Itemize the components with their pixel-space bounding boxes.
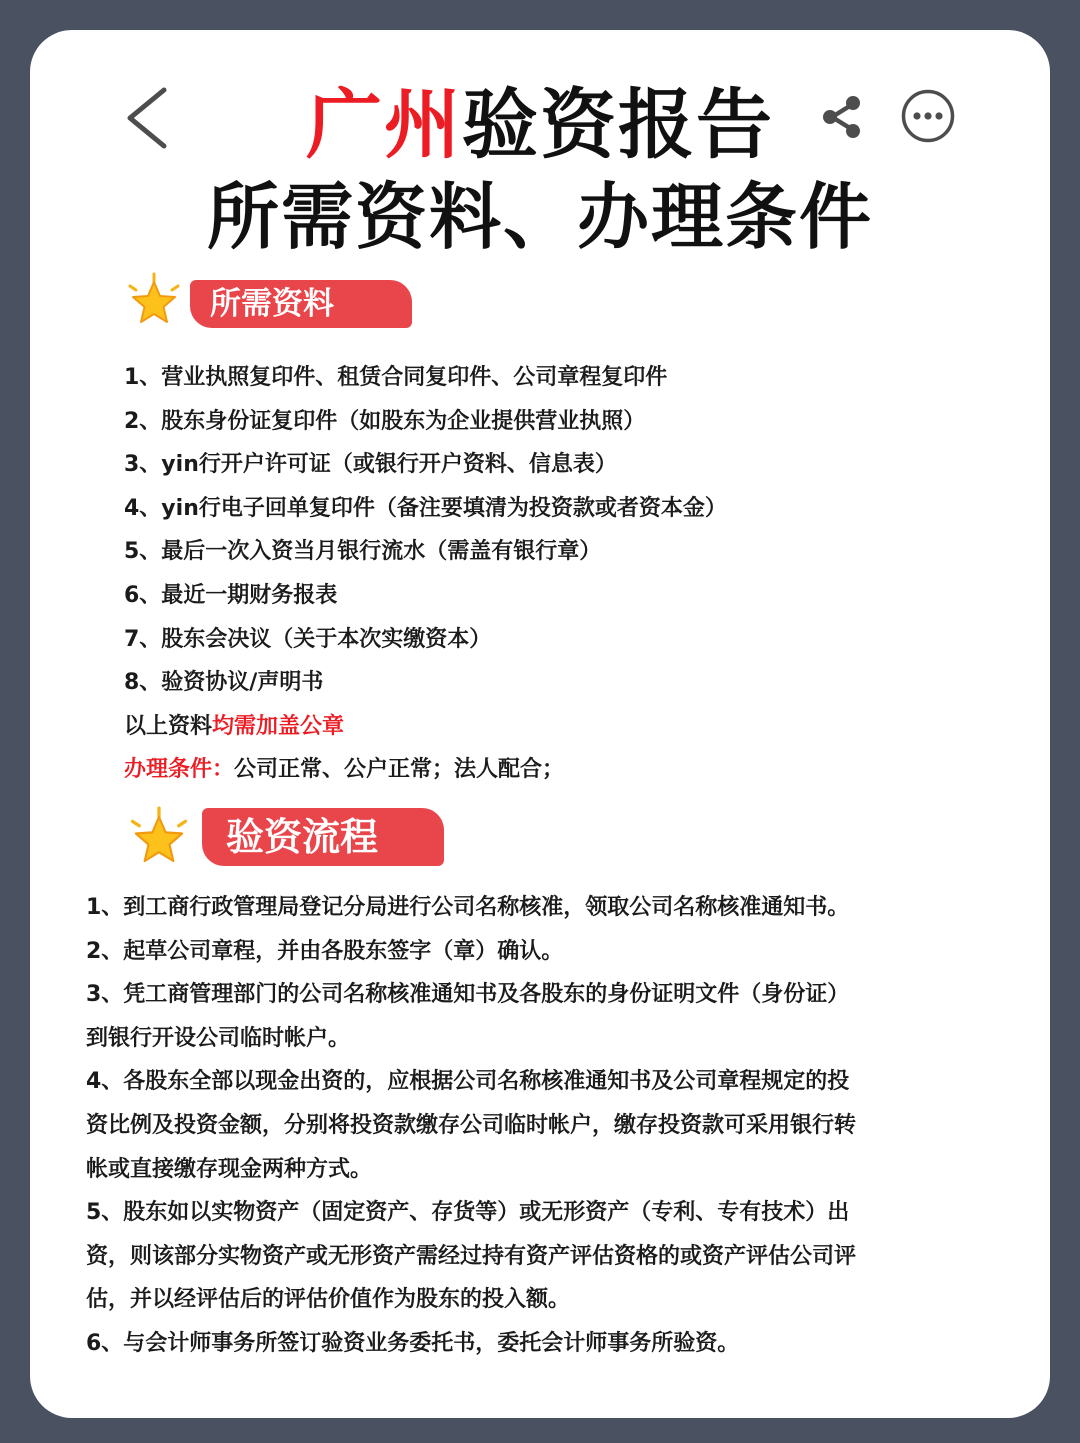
process-line: 帐或直接缴存现金两种方式。 xyxy=(86,1156,373,1182)
process-line: 到银行开设公司临时帐户。 xyxy=(86,1025,351,1051)
list-item: 1、营业执照复印件、租赁合同复印件、公司章程复印件 xyxy=(124,365,668,390)
process-line: 估，并以经评估后的评估价值作为股东的投入额。 xyxy=(86,1287,571,1313)
stamp-note-prefix: 以上资料 xyxy=(124,713,213,739)
list-item: 8、验资协议/声明书 xyxy=(124,670,324,696)
list-item: 6、最近一期财务报表 xyxy=(124,582,338,608)
star-icon xyxy=(124,272,184,332)
conditions-label: 办理条件： xyxy=(124,757,235,783)
stamp-note xyxy=(124,705,1024,749)
process-line: 6、与会计师事务所签订验资业务委托书，委托会计师事务所验资。 xyxy=(86,1330,740,1356)
process-line: 1、到工商行政管理局登记分局进行公司名称核准，领取公司名称核准通知书。 xyxy=(86,895,850,920)
conditions-line xyxy=(124,748,1024,792)
section-heading-materials: 所需资料 xyxy=(190,280,412,328)
list-item: 7、股东会决议（关于本次实缴资本） xyxy=(124,626,492,652)
list-item: 2、股东身份证复印件（如股东为企业提供营业执照） xyxy=(124,408,646,434)
conditions-text: 公司正常、公户正常；法人配合； xyxy=(234,757,565,783)
list-item: 4、yin行电子回单复印件（备注要填清为投资款或者资本金） xyxy=(124,495,727,521)
list-item: 5、最后一次入资当月银行流水（需盖有银行章） xyxy=(124,539,602,565)
content-card xyxy=(30,30,1050,1418)
process-line: 资比例及投资金额，分别将投资款缴存公司临时帐户，缴存投资款可采用银行转 xyxy=(86,1112,857,1138)
section-heading-process: 验资流程 xyxy=(202,808,444,866)
materials-list xyxy=(124,356,1024,792)
process-line: 4、各股东全部以现金出资的，应根据公司名称核准通知书及公司章程规定的投 xyxy=(86,1069,850,1095)
process-line: 5、股东如以实物资产（固定资产、存货等）或无形资产（专利、专有技术）出 xyxy=(86,1200,850,1226)
star-icon xyxy=(126,806,192,872)
process-line: 3、凭工商管理部门的公司名称核准通知书及各股东的身份证明文件（身份证） xyxy=(86,982,850,1008)
list-item: 3、yin行开户许可证（或银行开户资料、信息表） xyxy=(124,452,617,478)
title-city: 广州 xyxy=(306,80,462,169)
process-line: 资，则该部分实物资产或无形资产需经过持有资产评估资格的或资产评估公司评 xyxy=(86,1243,857,1269)
stamp-note-highlight: 均需加盖公章 xyxy=(212,713,345,739)
page-subtitle: 所需资料、办理条件 xyxy=(206,175,873,259)
process-list xyxy=(86,886,1026,1366)
page-title xyxy=(30,80,1050,170)
process-line: 2、起草公司章程，并由各股东签字（章）确认。 xyxy=(86,938,564,964)
title-text: 验资报告 xyxy=(462,80,774,169)
